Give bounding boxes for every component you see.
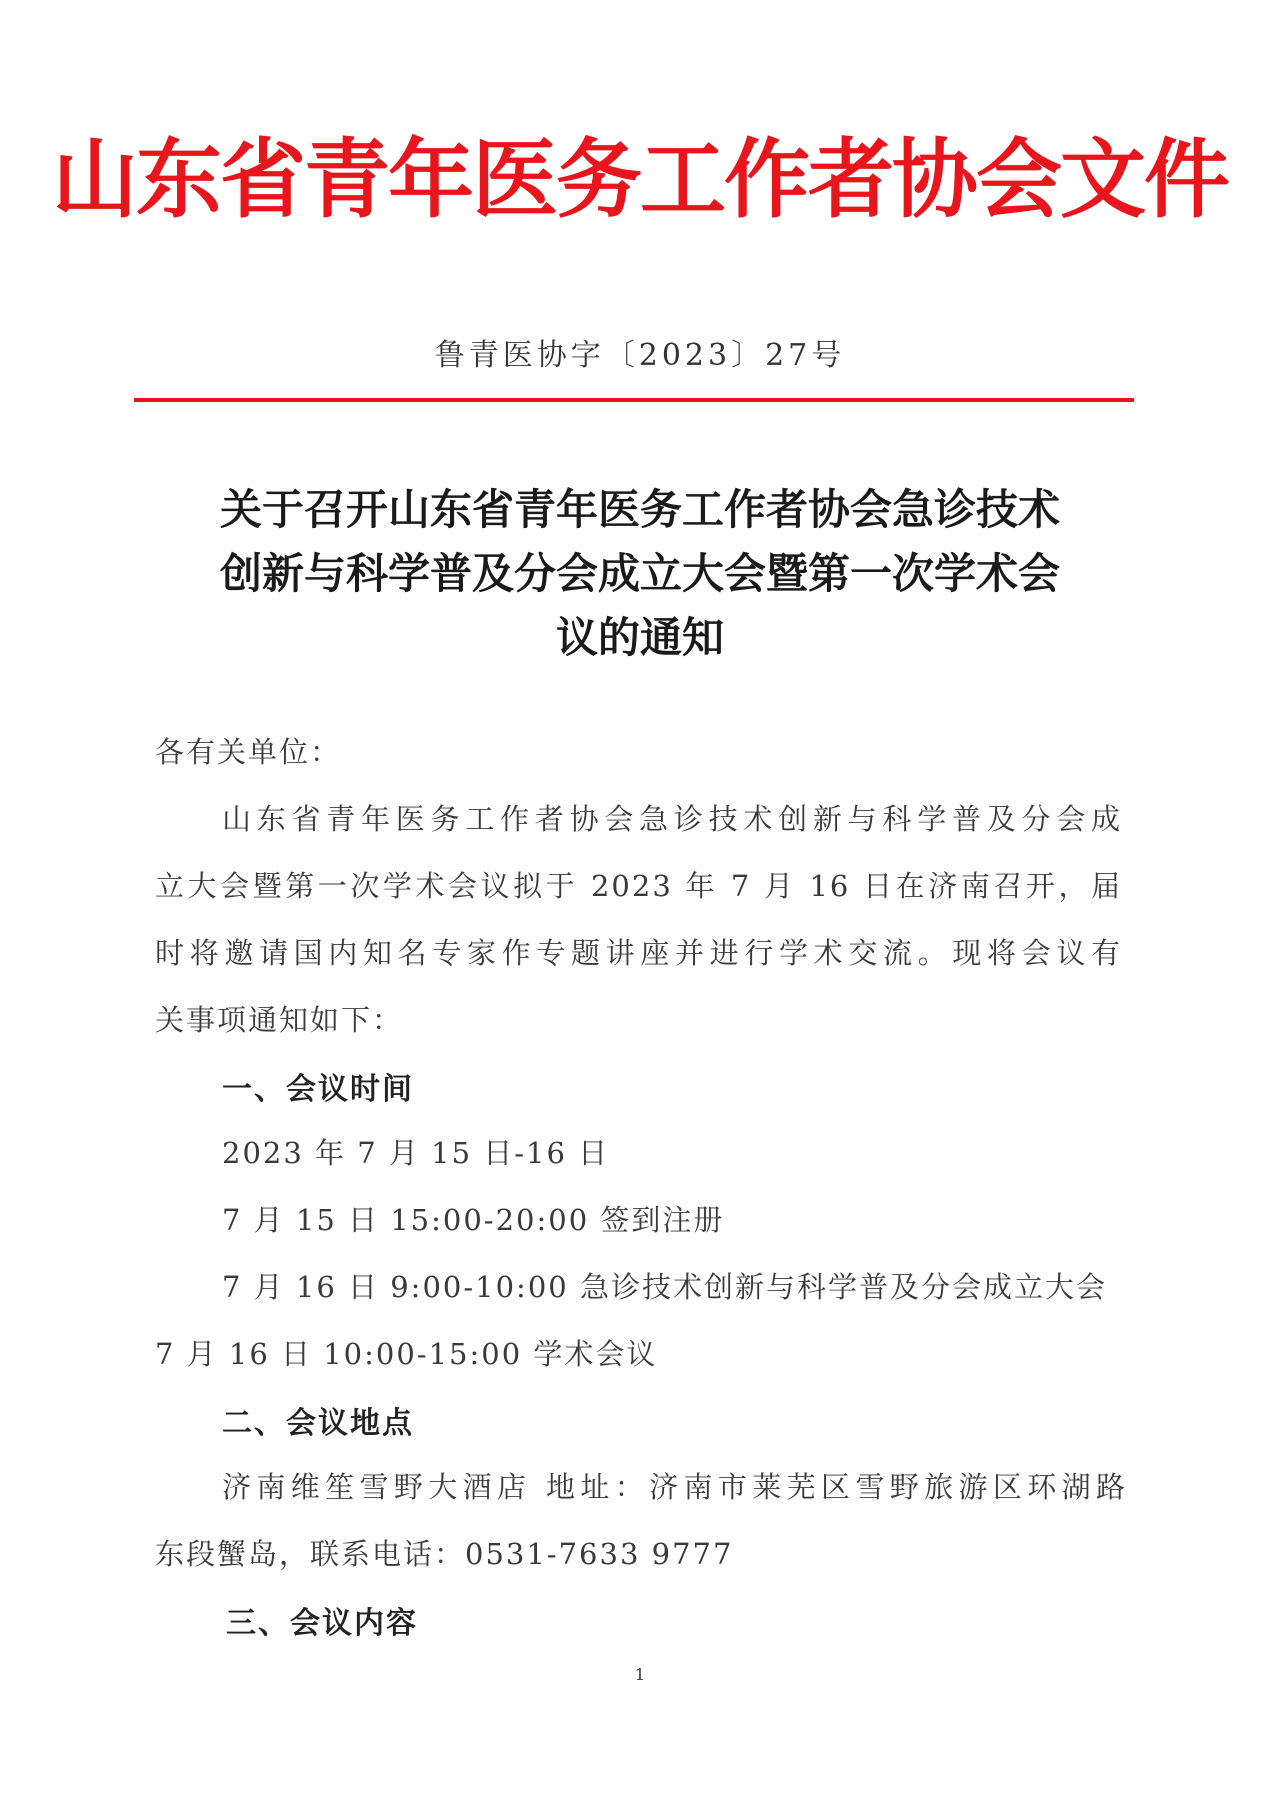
title-line: 议的通知 (555, 613, 724, 662)
masthead-title: 山东省青年医务工作者协会文件 (52, 129, 1228, 230)
section-heading-content: 三、会议内容 (226, 1606, 418, 1641)
title-line: 创新与科学普及分会成立大会暨第一次学术会 (219, 549, 1060, 598)
location-line: 济南维笙雪野大酒店 地址：济南市莱芜区雪野旅游区环湖路 (222, 1470, 1127, 1504)
salutation: 各有关单位： (155, 735, 342, 769)
page-number: 1 (634, 1665, 646, 1684)
time-line: 7 月 16 日 10:00-15:00 学术会议 (155, 1337, 658, 1371)
time-line: 2023 年 7 月 15 日-16 日 (222, 1136, 610, 1170)
section-heading-time: 一、会议时间 (222, 1072, 414, 1107)
time-line: 7 月 15 日 15:00-20:00 签到注册 (222, 1203, 725, 1237)
notice-title (160, 478, 1120, 670)
intro-line: 时将邀请国内知名专家作专题讲座并进行学术交流。现将会议有 (155, 936, 1122, 970)
intro-line: 关事项通知如下： (155, 1003, 404, 1037)
intro-line: 立大会暨第一次学术会议拟于 2023 年 7 月 16 日在济南召开，届 (155, 869, 1122, 903)
title-line: 关于召开山东省青年医务工作者协会急诊技术 (219, 485, 1060, 534)
time-line: 7 月 16 日 9:00-10:00 急诊技术创新与科学普及分会成立大会 (222, 1270, 1107, 1304)
document-number: 鲁青医协字〔2023〕27号 (434, 338, 846, 373)
location-line: 东段蟹岛，联系电话：0531-7633 9777 (155, 1537, 734, 1571)
section-heading-location: 二、会议地点 (222, 1406, 414, 1441)
intro-line: 山东省青年医务工作者协会急诊技术创新与科学普及分会成 (222, 802, 1122, 836)
red-divider (134, 398, 1134, 402)
